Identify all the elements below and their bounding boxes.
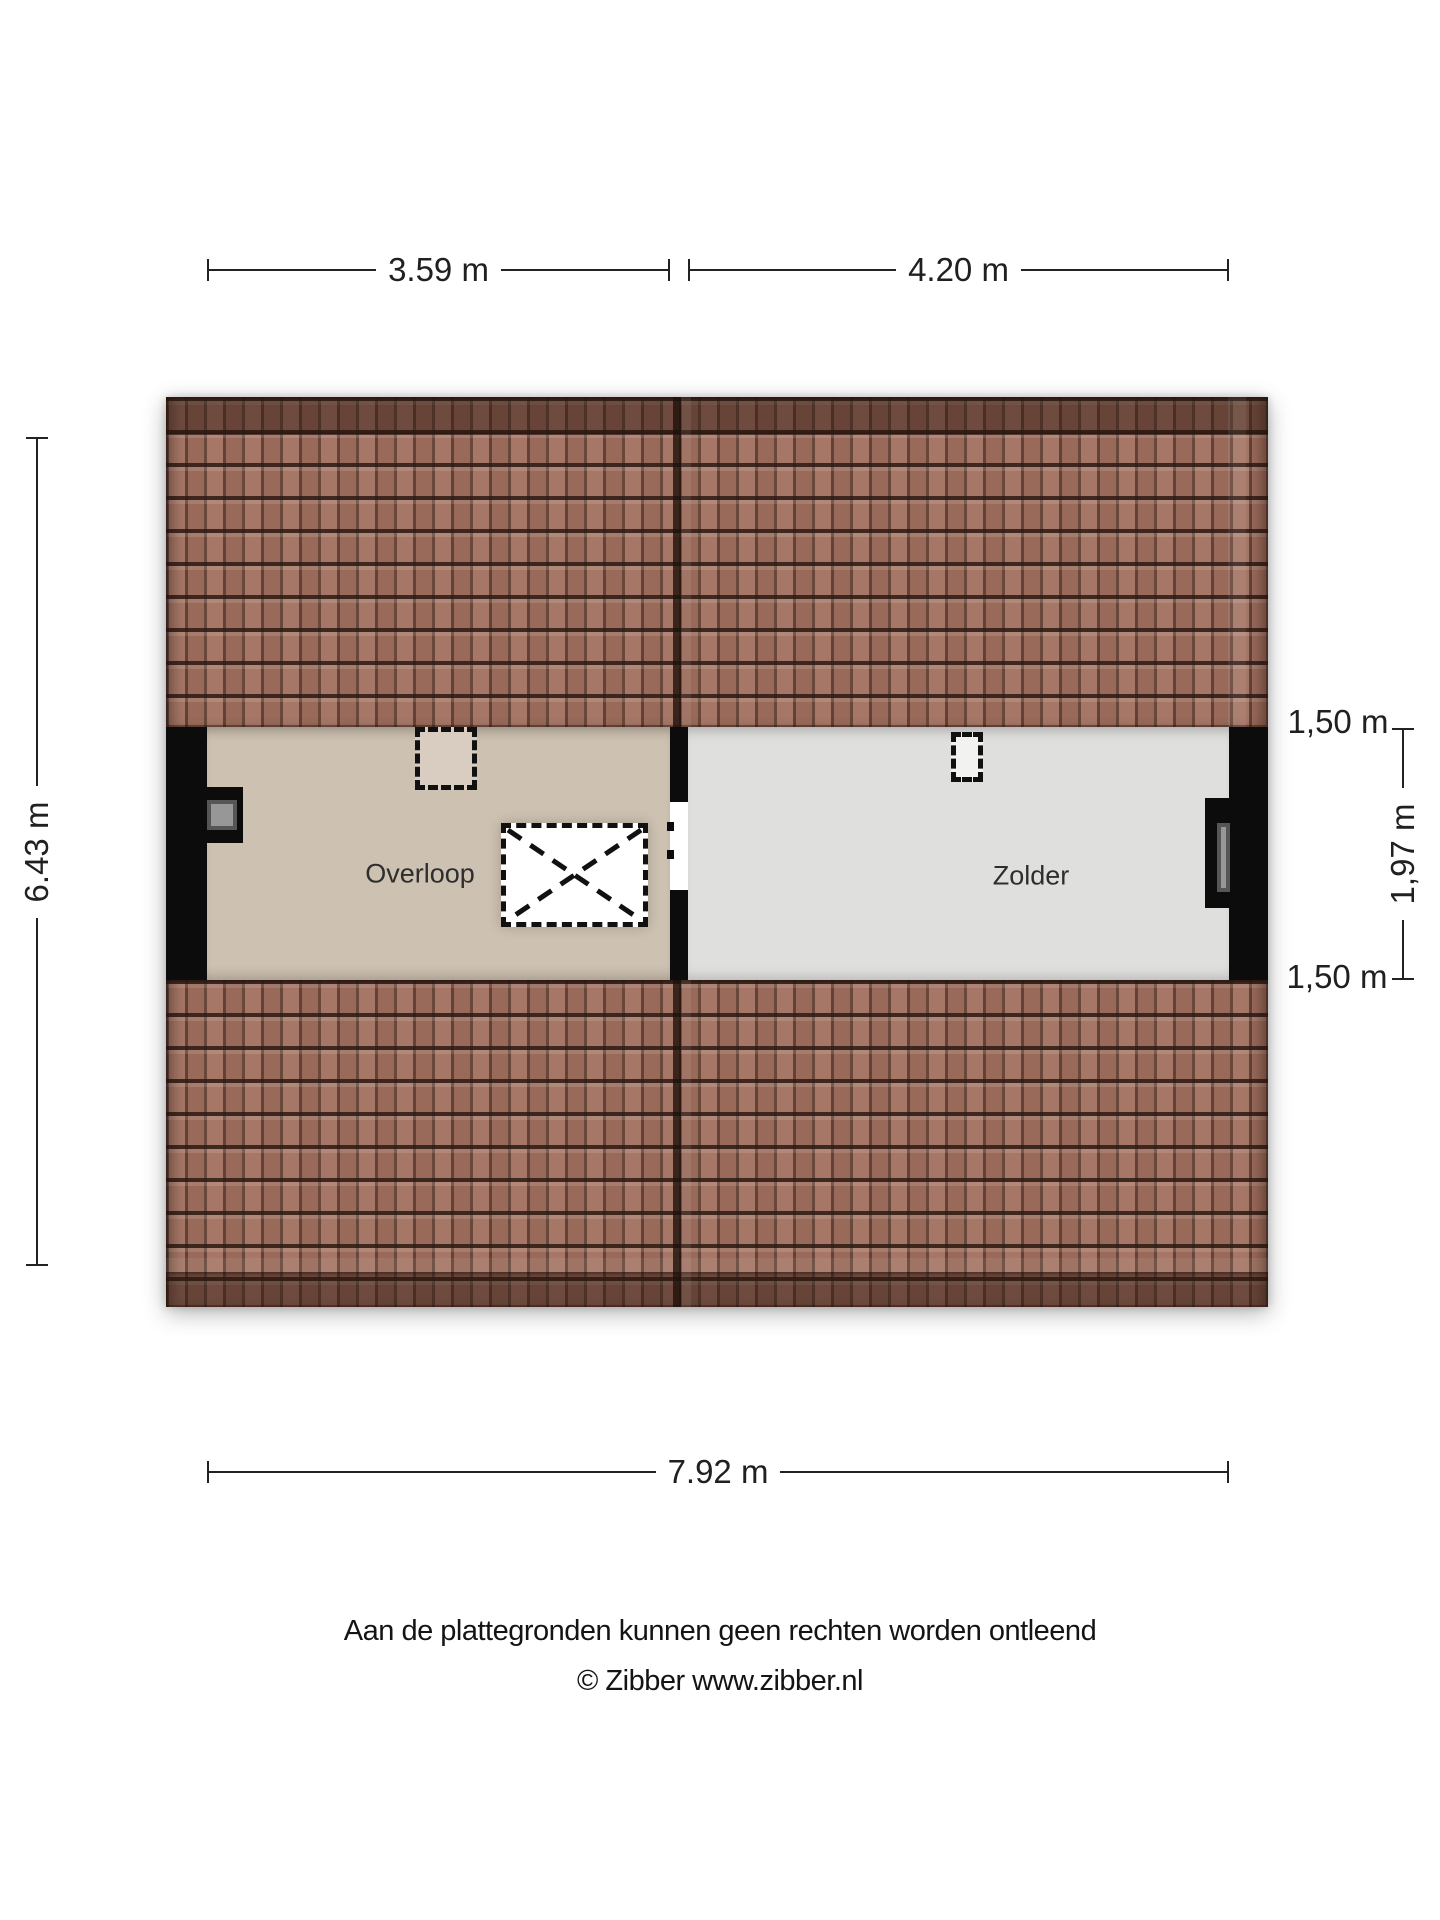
dimension-top-left [207,249,670,291]
door-jamb-mark [667,850,674,859]
roof-eave-highlight [166,1258,1268,1272]
dimension-line [1402,920,1404,978]
stair-opening [501,823,648,927]
stairs-x-icon [506,828,643,922]
dimension-line [209,1471,656,1473]
roof-ridge-shading [166,397,1268,435]
roof-lower [166,980,1268,1307]
dimension-line [690,269,896,271]
dimension-line [501,269,668,271]
dimension-label-right-span [1382,788,1424,920]
roof-seam-highlight [681,397,691,727]
door-opening [670,802,688,890]
dimension-label-top-left: 3.59 m [388,251,489,288]
roof-eave-shading [166,1272,1268,1307]
dimension-tick [1392,978,1414,980]
dimension-left [16,437,58,1266]
roof-party-wall-seam [673,397,681,727]
floor-plan [166,397,1268,1307]
dimension-line [1021,269,1227,271]
dimension-line [1402,730,1404,788]
height-contour-label-top: 1,50 m [1287,703,1389,740]
dimension-label-left [16,786,58,918]
dimension-right-span [1382,728,1424,980]
window-left-glass [207,800,237,830]
window-right-glass [1217,823,1230,892]
dimension-bottom [207,1451,1229,1493]
wall-center-lower [670,890,688,980]
dimension-tick [1227,1461,1229,1483]
room-label-overloop: Overloop [365,858,475,889]
footer-credit: © Zibber www.zibber.nl [577,1665,863,1697]
height-contour-label-bottom: 1,50 m [1286,958,1388,995]
dimension-tick [26,1264,48,1266]
roof-upper [166,397,1268,727]
door-jamb-mark [667,822,674,831]
skylight-zolder [951,732,983,782]
dimension-tick [668,259,670,281]
skylight-overloop [415,727,477,790]
dimension-tick [1227,259,1229,281]
roof-party-wall-seam [673,980,681,1307]
roof-highlight [1228,397,1246,727]
dimension-label-top-right: 4.20 m [908,251,1009,288]
dimension-line [36,439,38,786]
dimension-line [780,1471,1227,1473]
roof-seam-highlight [681,980,691,1307]
footer-disclaimer: Aan de plattegronden kunnen geen rechten worden ontleend [343,1615,1097,1647]
wall-center-upper [670,727,688,802]
room-label-zolder: Zolder [992,860,1070,891]
dimension-label-left-text: 6.43 m [18,801,55,902]
footer [0,1606,1440,1706]
dimension-line [36,918,38,1265]
wall-left [166,727,207,980]
dimension-line [209,269,376,271]
window-right-frame [1205,798,1268,908]
dimension-label-bottom: 7.92 m [667,1453,769,1490]
dimension-label-right-span-text: 1,97 m [1384,803,1421,905]
dimension-top-right [688,249,1229,291]
